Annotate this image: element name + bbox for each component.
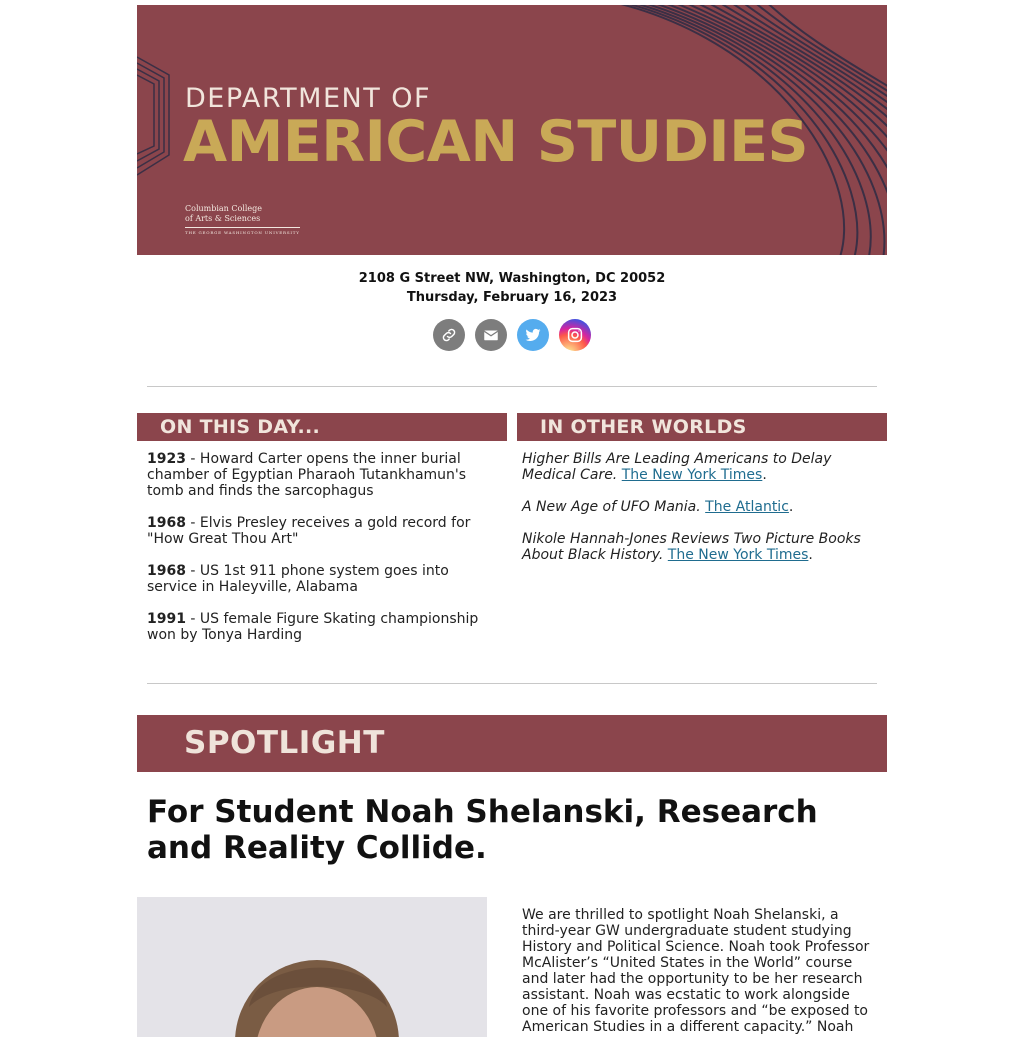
on-this-day-column bbox=[137, 413, 507, 659]
list-item: Nikole Hannah-Jones Reviews Two Picture Books About Black History. The New York Times. bbox=[522, 531, 861, 563]
divider bbox=[147, 683, 877, 684]
list-item bbox=[147, 451, 497, 499]
list-item bbox=[147, 515, 497, 547]
on-this-day-heading: ON THIS DAY... bbox=[137, 413, 507, 441]
divider bbox=[147, 386, 877, 387]
article-headline: Higher Bills Are Leading Americans to Delay Medical Care. bbox=[522, 451, 832, 483]
list-item bbox=[147, 611, 497, 643]
contact-header bbox=[137, 269, 887, 307]
spotlight-heading: SPOTLIGHT bbox=[137, 715, 887, 772]
banner-headline: AMERICAN STUDIES bbox=[183, 109, 809, 175]
social-links bbox=[137, 319, 887, 351]
mail-icon[interactable] bbox=[475, 319, 507, 351]
list-item bbox=[147, 563, 497, 595]
other-worlds-heading: IN OTHER WORLDS bbox=[517, 413, 887, 441]
college-line-2: of Arts & Sciences bbox=[185, 214, 261, 223]
instagram-icon[interactable] bbox=[559, 319, 591, 351]
event-text: - US female Figure Skating championship won by Tonya Harding bbox=[147, 611, 479, 643]
twitter-icon[interactable] bbox=[517, 319, 549, 351]
article-headline: Nikole Hannah-Jones Reviews Two Picture Books About Black History. bbox=[522, 531, 861, 563]
event-year: 1991 bbox=[147, 611, 186, 627]
university-name: THE GEORGE WASHINGTON UNIVERSITY bbox=[185, 227, 300, 236]
other-worlds-column bbox=[517, 413, 887, 659]
event-year: 1968 bbox=[147, 563, 186, 579]
article-source-link[interactable]: The New York Times bbox=[621, 467, 763, 483]
article-headline: A New Age of UFO Mania. bbox=[522, 499, 701, 515]
college-line-1: Columbian College bbox=[185, 204, 263, 213]
event-year: 1968 bbox=[147, 515, 186, 531]
other-worlds-list bbox=[517, 441, 887, 563]
list-item: A New Age of UFO Mania. The Atlantic. bbox=[522, 499, 794, 515]
college-logo bbox=[185, 204, 300, 236]
event-text: - Howard Carter opens the inner burial chamber of Egyptian Pharaoh Tutankhamun's tomb and finds the sarcophagus bbox=[147, 451, 467, 499]
story-title: For Student Noah Shelanski, Research and Reality Collide. bbox=[147, 794, 818, 866]
spotlight-story bbox=[137, 897, 887, 1037]
banner-kicker: DEPARTMENT OF bbox=[185, 83, 432, 114]
newsletter bbox=[137, 5, 887, 1037]
portrait-image bbox=[137, 897, 487, 1037]
on-this-day-list bbox=[137, 441, 507, 643]
article-source-link[interactable]: The Atlantic bbox=[705, 499, 789, 515]
event-text: - US 1st 911 phone system goes into service in Haleyville, Alabama bbox=[147, 563, 449, 595]
link-icon[interactable] bbox=[433, 319, 465, 351]
event-year: 1923 bbox=[147, 451, 186, 467]
two-column-section bbox=[137, 413, 887, 659]
student-photo bbox=[137, 897, 487, 1037]
story-body: We are thrilled to spotlight Noah Shelanski, a third-year GW undergraduate student studying History and Political Science. Noah took Professor McAlister’s “United States in the World” course and later had the opportunity to be her research assistant. Noah was ecstatic to work alongside one of his favorite professors and “be exposed to American Studies in a different capacity.” Noah bbox=[522, 907, 870, 1035]
list-item: Higher Bills Are Leading Americans to Delay Medical Care. The New York Times. bbox=[522, 451, 832, 483]
department-banner bbox=[137, 5, 887, 255]
article-source-link[interactable]: The New York Times bbox=[667, 547, 809, 563]
address: 2108 G Street NW, Washington, DC 20052 bbox=[358, 271, 666, 286]
issue-date: Thursday, February 16, 2023 bbox=[406, 290, 618, 305]
event-text: - Elvis Presley receives a gold record for "How Great Thou Art" bbox=[147, 515, 471, 547]
